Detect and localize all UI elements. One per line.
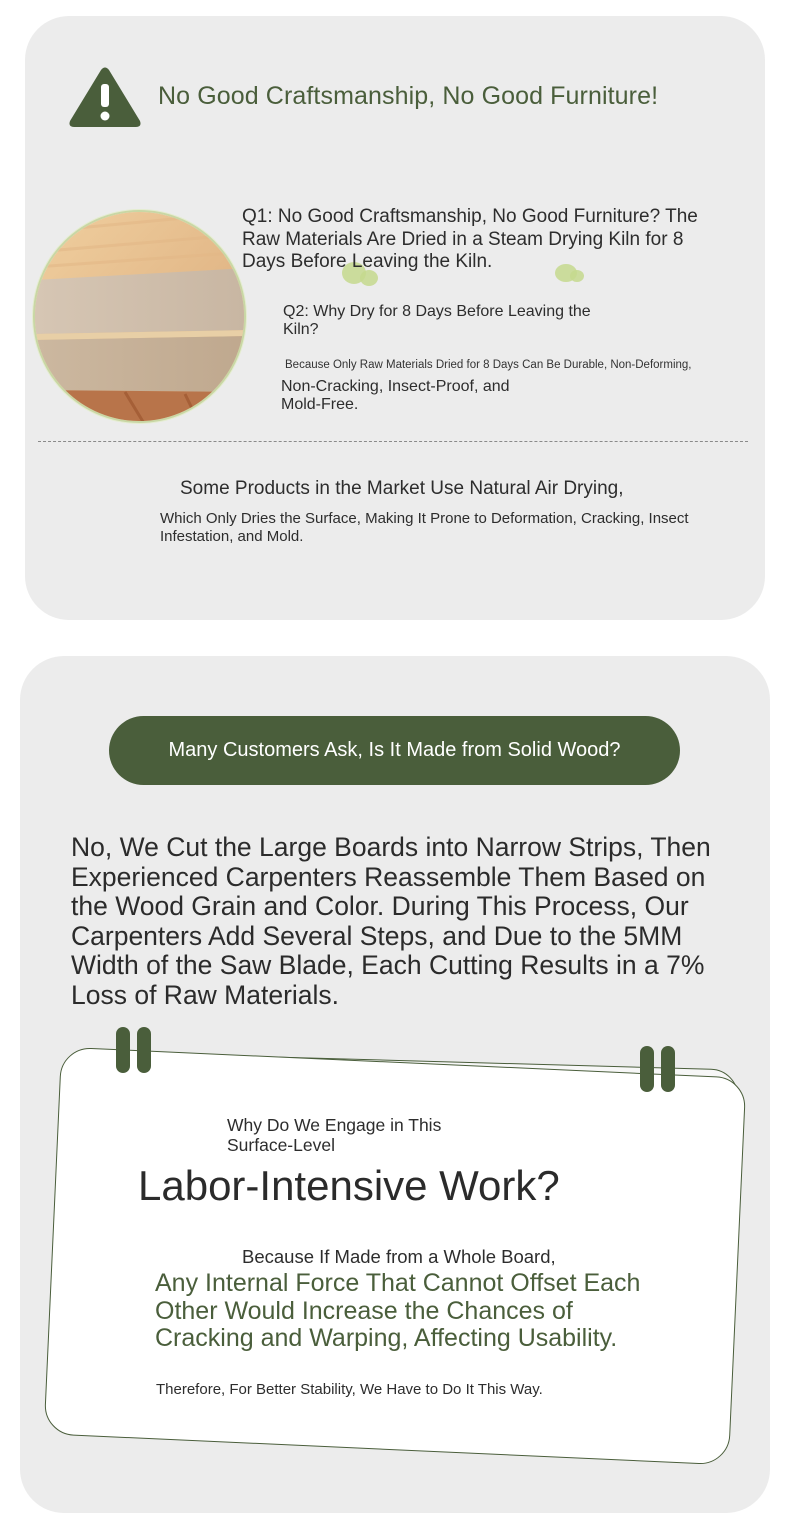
air-drying-body: Which Only Dries the Surface, Making It Prone to Deformation, Cracking, Insect Infestation, and Mold. <box>160 510 689 545</box>
air-drying-title: Some Products in the Market Use Natural Air Drying, <box>180 478 624 499</box>
q1-text: Q1: No Good Craftsmanship, No Good Furniture? The Raw Materials Are Dried in a Steam Drying Kiln for 8 Days Before Leaving the Kiln. <box>242 206 698 272</box>
a2-text-line1: Because Only Raw Materials Dried for 8 Days Can Be Durable, Non-Deforming, <box>285 359 692 371</box>
dashed-divider <box>38 441 748 442</box>
warning-triangle-icon <box>68 66 142 128</box>
section-title: No Good Craftsmanship, No Good Furniture! <box>158 82 659 110</box>
q2-text: Q2: Why Dry for 8 Days Before Leaving the Kiln? <box>283 303 591 338</box>
answer-text: No, We Cut the Large Boards into Narrow Strips, Then Experienced Carpenters Reassemble Them Based on the Wood Grain and Color. During This Process, Our Carpenters Add Several Steps, and Due to the 5MM Width of the Saw Blade, Each Cutting Results in a 7% Loss of Raw Materials. <box>71 832 711 1010</box>
a2-text-line2: Non-Cracking, Insect-Proof, and Mold-Free. <box>281 378 510 413</box>
card-why-text: Why Do We Engage in This Surface-Level <box>227 1115 442 1155</box>
card-force-text: Any Internal Force That Cannot Offset Each Other Would Increase the Chances of Cracking and Warping, Affecting Usability. <box>155 1269 641 1352</box>
binder-clip-right <box>661 1046 675 1092</box>
card-because-text: Because If Made from a Whole Board, <box>242 1246 556 1267</box>
binder-clip-left <box>137 1027 151 1073</box>
question-pill: Many Customers Ask, Is It Made from Solid Wood? <box>109 716 680 785</box>
card-therefore-text: Therefore, For Better Stability, We Have to Do It This Way. <box>156 1381 543 1398</box>
binder-clip-right <box>640 1046 654 1092</box>
binder-clip-left <box>116 1027 130 1073</box>
card-headline: Labor-Intensive Work? <box>138 1162 560 1209</box>
wood-cross-section-image <box>33 210 246 423</box>
